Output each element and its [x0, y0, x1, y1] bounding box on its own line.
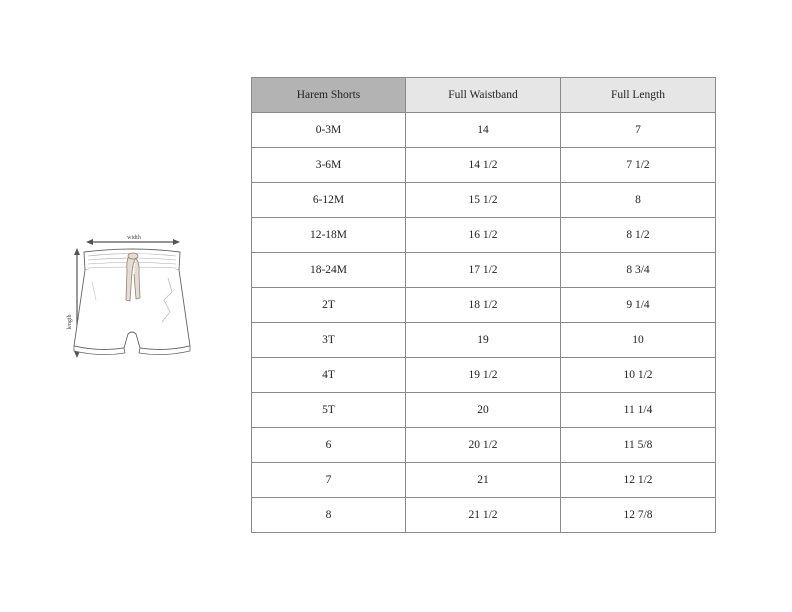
waistband-cell: 15 1/2 — [406, 183, 561, 218]
size-cell: 2T — [252, 288, 406, 323]
length-label: length — [67, 314, 73, 330]
length-cell: 11 5/8 — [561, 428, 716, 463]
length-cell: 8 — [561, 183, 716, 218]
table-row — [252, 253, 716, 288]
size-cell: 4T — [252, 358, 406, 393]
waistband-cell: 14 — [406, 113, 561, 148]
table-row — [252, 113, 716, 148]
table-row — [252, 148, 716, 183]
size-cell: 6 — [252, 428, 406, 463]
length-cell: 12 7/8 — [561, 498, 716, 533]
table-row — [252, 183, 716, 218]
size-cell: 7 — [252, 463, 406, 498]
size-cell: 18-24M — [252, 253, 406, 288]
size-cell: 6-12M — [252, 183, 406, 218]
length-cell: 7 — [561, 113, 716, 148]
length-cell: 7 1/2 — [561, 148, 716, 183]
waistband-cell: 14 1/2 — [406, 148, 561, 183]
size-chart-table — [251, 77, 716, 533]
waistband-cell: 17 1/2 — [406, 253, 561, 288]
waistband-cell: 18 1/2 — [406, 288, 561, 323]
length-cell: 9 1/4 — [561, 288, 716, 323]
length-cell: 8 3/4 — [561, 253, 716, 288]
table-row — [252, 323, 716, 358]
size-cell: 12-18M — [252, 218, 406, 253]
size-cell: 8 — [252, 498, 406, 533]
table-row — [252, 428, 716, 463]
waistband-cell: 20 1/2 — [406, 428, 561, 463]
shorts-diagram — [60, 230, 200, 370]
table-row — [252, 393, 716, 428]
waistband-cell: 19 1/2 — [406, 358, 561, 393]
table-row — [252, 498, 716, 533]
table-header-row — [252, 78, 716, 113]
waistband-cell: 21 1/2 — [406, 498, 561, 533]
length-cell: 12 1/2 — [561, 463, 716, 498]
size-cell: 3-6M — [252, 148, 406, 183]
header-full-length: Full Length — [561, 78, 716, 113]
shorts-diagram-icon — [60, 230, 200, 370]
width-label: width — [127, 235, 141, 241]
length-cell: 8 1/2 — [561, 218, 716, 253]
waistband-cell: 16 1/2 — [406, 218, 561, 253]
table-row — [252, 288, 716, 323]
length-cell: 10 — [561, 323, 716, 358]
size-cell: 0-3M — [252, 113, 406, 148]
waistband-cell: 20 — [406, 393, 561, 428]
size-cell: 5T — [252, 393, 406, 428]
header-size: Harem Shorts — [252, 78, 406, 113]
table-row — [252, 463, 716, 498]
length-cell: 11 1/4 — [561, 393, 716, 428]
waistband-cell: 21 — [406, 463, 561, 498]
header-full-waistband: Full Waistband — [406, 78, 561, 113]
size-cell: 3T — [252, 323, 406, 358]
table-row — [252, 218, 716, 253]
length-cell: 10 1/2 — [561, 358, 716, 393]
table-row — [252, 358, 716, 393]
waistband-cell: 19 — [406, 323, 561, 358]
